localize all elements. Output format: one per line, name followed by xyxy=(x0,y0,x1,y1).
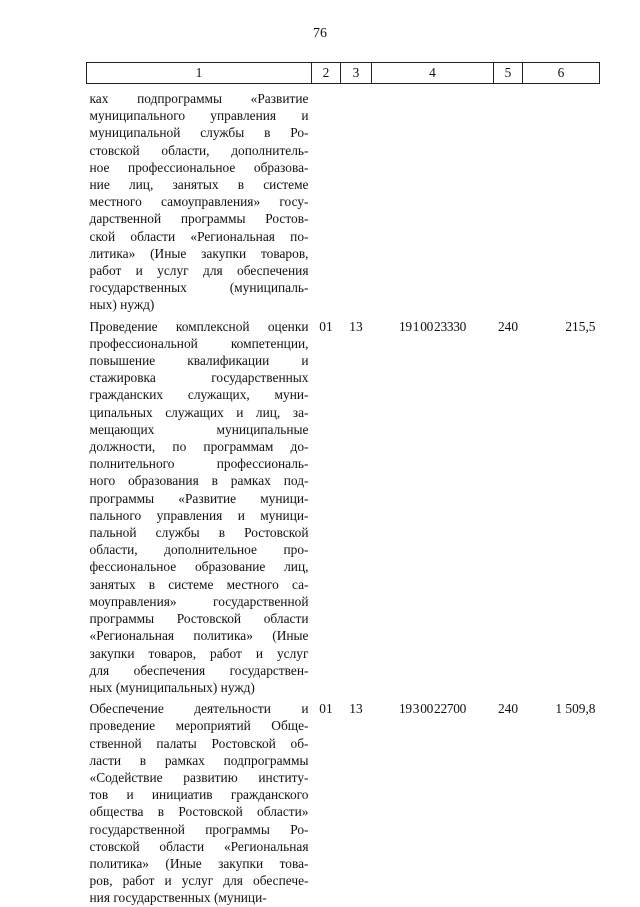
description-line: литика» (Иные закупки товаров, xyxy=(89,245,309,261)
description-cell xyxy=(87,314,312,696)
subsection-code-cell xyxy=(341,84,372,314)
description-line: для обеспечения государствен- xyxy=(89,662,309,678)
description-line: общества в Ростовской области» xyxy=(89,804,309,820)
description-line: проведение мероприятий Обще- xyxy=(89,718,309,734)
description-line: работ и услуг для обеспечения xyxy=(89,263,309,279)
description-line: программы Ростовской области xyxy=(89,611,309,627)
description-line: пального управления и муници- xyxy=(89,507,309,523)
description-line: стажировка государственных xyxy=(89,370,309,386)
description-line: ных) нужд) xyxy=(89,297,155,313)
table-body xyxy=(87,84,600,907)
description-line: мещающих муниципальные xyxy=(89,421,309,437)
description-line: ской области «Региональная по- xyxy=(89,228,309,244)
column-header-3: 3 xyxy=(341,63,372,84)
table-row xyxy=(87,696,600,906)
description-line: ров, работ и услуг для обеспече- xyxy=(89,873,309,889)
description-line: стовской области «Региональная xyxy=(89,838,309,854)
column-header-4: 4 xyxy=(372,63,494,84)
table-row xyxy=(87,314,600,696)
description-line: ственной палаты Ростовской об- xyxy=(89,735,309,751)
description-line: ласти в рамках подпрограммы xyxy=(89,752,309,768)
description-line: ного образования в рамках под- xyxy=(89,473,309,489)
description-line: моуправления» государственной xyxy=(89,593,309,609)
description-line: стовской области, дополнитель- xyxy=(89,142,309,158)
table-row xyxy=(87,84,600,314)
column-header-1: 1 xyxy=(87,63,312,84)
page-number: 76 xyxy=(313,26,327,41)
header-row xyxy=(87,63,600,84)
description-line: тов и инициатив гражданского xyxy=(89,787,309,803)
section-code-cell: 01 xyxy=(319,318,333,334)
description-line: профессиональной компетенции, xyxy=(89,335,309,351)
description-line: должности, по программам до- xyxy=(89,439,309,455)
target-article-cell: 19 1 00 23330 xyxy=(398,318,467,334)
description-line: государственной программы Ро- xyxy=(89,821,309,837)
description-line: ципальных служащих и лиц, за- xyxy=(89,404,309,420)
expense-type-cell: 240 xyxy=(497,318,519,334)
description-line: гражданских служащих, муни- xyxy=(89,387,309,403)
description-line: муниципального управления и xyxy=(89,108,309,124)
description-line: ное профессиональное образова- xyxy=(89,159,309,175)
subsection-code-cell: 13 xyxy=(349,701,363,717)
description-line: политика» (Иные закупки това- xyxy=(89,855,309,871)
column-header-5: 5 xyxy=(494,63,523,84)
description-line: ния государственных (муници- xyxy=(89,890,267,906)
expense-type-cell xyxy=(494,84,523,314)
table-header xyxy=(87,63,600,84)
column-header-6: 6 xyxy=(523,63,600,84)
expense-type-cell: 240 xyxy=(497,701,519,717)
amount-cell xyxy=(523,84,600,314)
description-line: муниципальной службы в Ро- xyxy=(89,125,309,141)
description-line: программы «Развитие муници- xyxy=(89,490,309,506)
description-line: Обеспечение деятельности и xyxy=(89,701,309,717)
subsection-code-cell: 13 xyxy=(349,318,363,334)
budget-table xyxy=(86,62,600,907)
section-code-cell: 01 xyxy=(319,701,333,717)
description-line: области, дополнительное про- xyxy=(89,542,309,558)
amount-cell: 1 509,8 xyxy=(555,701,596,717)
description-line: Проведение комплексной оценки xyxy=(89,318,309,334)
description-line: местного самоуправления» госу- xyxy=(89,194,309,210)
description-line: ках подпрограммы «Развитие xyxy=(89,91,309,106)
description-line: пальной службы в Ростовской xyxy=(89,525,309,541)
section-code-cell xyxy=(312,84,341,314)
description-line: «Региональная политика» (Иные xyxy=(89,628,309,644)
description-cell xyxy=(87,84,312,314)
target-article-cell xyxy=(372,84,494,314)
description-line: занятых в системе местного са- xyxy=(89,576,309,592)
description-line: фессиональное образование лиц, xyxy=(89,559,309,575)
description-line: дарственной программы Ростов- xyxy=(89,211,309,227)
description-line: полнительного профессиональ- xyxy=(89,456,309,472)
description-line: ных (муниципальных) нужд) xyxy=(89,679,255,695)
description-line: ние лиц, занятых в системе xyxy=(89,177,309,193)
description-line: повышение квалификации и xyxy=(89,353,309,369)
target-article-cell: 19 3 00 22700 xyxy=(398,701,467,717)
description-line: государственных (муниципаль- xyxy=(89,280,309,296)
description-line: закупки товаров, работ и услуг xyxy=(89,645,309,661)
description-cell xyxy=(87,696,312,906)
description-line: «Содействие развитию институ- xyxy=(89,769,309,785)
column-header-2: 2 xyxy=(312,63,341,84)
amount-cell: 215,5 xyxy=(565,318,596,334)
